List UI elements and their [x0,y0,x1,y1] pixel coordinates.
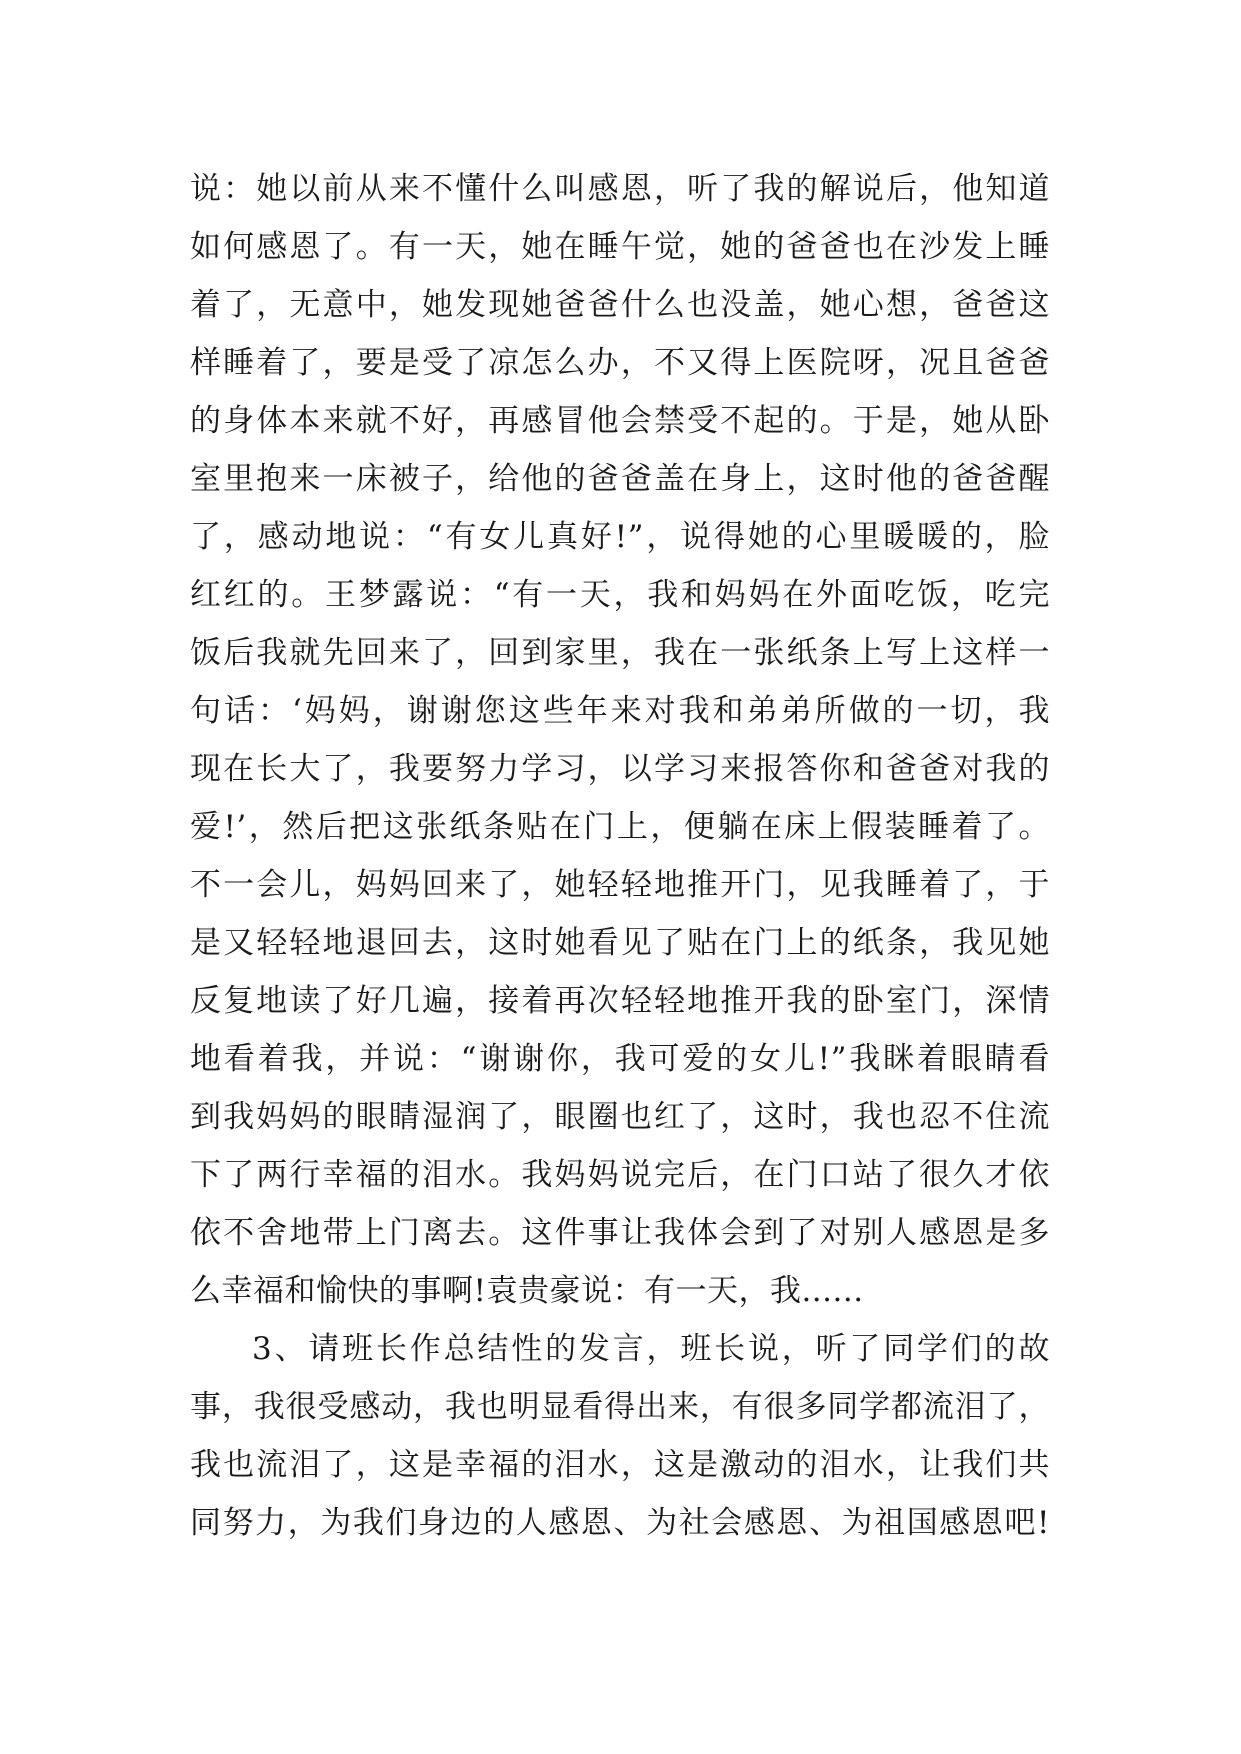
text-line: 室里抱来一床被子，给他的爸爸盖在身上，这时他的爸爸醒 [190,461,1050,497]
text-line: 样睡着了，要是受了凉怎么办，不又得上医院呀，况且爸爸 [190,345,1050,381]
text-line: 如何感恩了。有一天，她在睡午觉，她的爸爸也在沙发上睡 [190,229,1050,265]
text-line: 说：她以前从来不懂什么叫感恩，听了我的解说后，他知道 [190,171,1050,207]
text-line: 句话：‘妈妈，谢谢您这些年来对我和弟弟所做的一切，我 [190,693,1050,729]
text-line: 是又轻轻地退回去，这时她看见了贴在门上的纸条，我见她 [190,925,1050,961]
text-line: 同努力，为我们身边的人感恩、为社会感恩、为祖国感恩吧! [190,1505,1050,1541]
text-line: 么幸福和愉快的事啊!袁贵豪说：有一天，我...... [190,1273,864,1309]
text-line: 3、请班长作总结性的发言，班长说，听了同学们的故 [252,1331,1050,1367]
text-line: 不一会儿，妈妈回来了，她轻轻地推开门，见我睡着了，于 [190,867,1050,903]
text-line: 我也流泪了，这是幸福的泪水，这是激动的泪水，让我们共 [190,1447,1050,1483]
text-line: 的身体本来就不好，再感冒他会禁受不起的。于是，她从卧 [190,403,1050,439]
text-line: 着了，无意中，她发现她爸爸什么也没盖，她心想，爸爸这 [190,287,1050,323]
text-line: 反复地读了好几遍，接着再次轻轻地推开我的卧室门，深情 [190,983,1050,1019]
text-line: 地看着我，并说：“谢谢你，我可爱的女儿!”我眯着眼睛看 [190,1041,1050,1077]
text-line: 红红的。王梦露说：“有一天，我和妈妈在外面吃饭，吃完 [190,577,1050,613]
text-line: 事，我很受感动，我也明显看得出来，有很多同学都流泪了， [190,1389,1050,1425]
text-line: 现在长大了，我要努力学习，以学习来报答你和爸爸对我的 [190,751,1050,787]
body-text [190,160,1050,1552]
text-line: 饭后我就先回来了，回到家里，我在一张纸条上写上这样一 [190,635,1050,671]
text-line: 依不舍地带上门离去。这件事让我体会到了对别人感恩是多 [190,1215,1050,1251]
text-line: 了，感动地说：“有女儿真好!”，说得她的心里暖暖的，脸 [190,519,1050,555]
text-line: 到我妈妈的眼睛湿润了，眼圈也红了，这时，我也忍不住流 [190,1099,1050,1135]
text-line: 下了两行幸福的泪水。我妈妈说完后，在门口站了很久才依 [190,1157,1050,1193]
text-line: 爱!’，然后把这张纸条贴在门上，便躺在床上假装睡着了。 [190,809,1050,845]
